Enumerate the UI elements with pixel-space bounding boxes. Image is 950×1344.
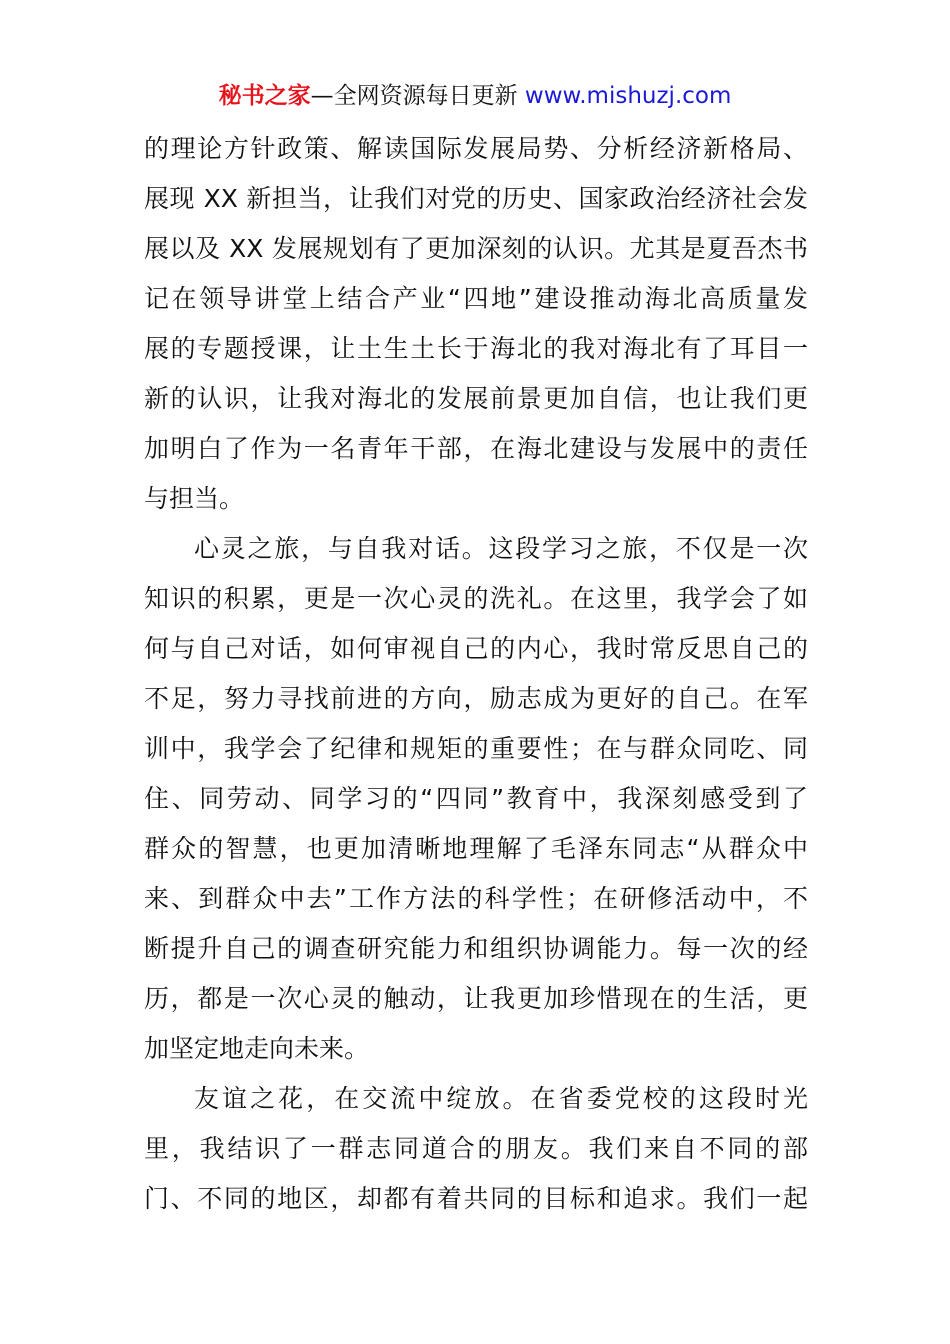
text-line: 来、到群众中去”工作方法的科学性；在研修活动中，不 [144,884,808,913]
text-line: 与担当。 [144,484,245,513]
text-line: 新的认识，让我对海北的发展前景更加自信，也让我们更 [144,384,808,413]
text-line: 心灵之旅，与自我对话。这段学习之旅，不仅是一次 [194,534,808,563]
text-line: 何与自己对话，如何审视自己的内心，我时常反思自己的 [144,634,808,663]
text-line: 展的专题授课，让土生土长于海北的我对海北有了耳目一 [144,334,808,363]
paragraph-2 [144,524,808,1074]
document-body [144,124,808,1224]
text-line: 断提升自己的调查研究能力和组织协调能力。每一次的经 [144,934,808,963]
text-line: 记在领导讲堂上结合产业“四地”建设推动海北高质量发 [144,284,808,313]
paragraph-3 [144,1074,808,1224]
text-line: 历，都是一次心灵的触动，让我更加珍惜现在的生活，更 [144,984,808,1013]
site-brand[interactable]: 秘书之家 [218,83,311,109]
text-line: 加坚定地走向未来。 [144,1034,370,1063]
text-line: 友谊之花，在交流中绽放。在省委党校的这段时光 [194,1084,808,1113]
text-line: 展现 XX 新担当，让我们对党的历史、国家政治经济社会发 [144,184,808,213]
text-line: 住、同劳动、同学习的“四同”教育中，我深刻感受到了 [144,784,808,813]
text-line: 群众的智慧，也更加清晰地理解了毛泽东同志“从群众中 [144,834,808,863]
text-line: 展以及 XX 发展规划有了更加深刻的认识。尤其是夏吾杰书 [144,234,808,263]
site-tagline: —全网资源每日更新 [310,83,518,109]
text-line: 不足，努力寻找前进的方向，励志成为更好的自己。在军 [144,684,808,713]
page-header [0,78,950,114]
text-line: 里，我结识了一群志同道合的朋友。我们来自不同的部 [144,1134,808,1163]
paragraph-1 [144,124,808,524]
text-line: 知识的积累，更是一次心灵的洗礼。在这里，我学会了如 [144,584,808,613]
text-line: 训中，我学会了纪律和规矩的重要性；在与群众同吃、同 [144,734,808,763]
text-line: 门、不同的地区，却都有着共同的目标和追求。我们一起 [144,1184,808,1213]
text-line: 的理论方针政策、解读国际发展局势、分析经济新格局、 [144,134,808,163]
site-url-link[interactable]: www.mishuzj.com [524,83,732,109]
text-line: 加明白了作为一名青年干部，在海北建设与发展中的责任 [144,434,808,463]
